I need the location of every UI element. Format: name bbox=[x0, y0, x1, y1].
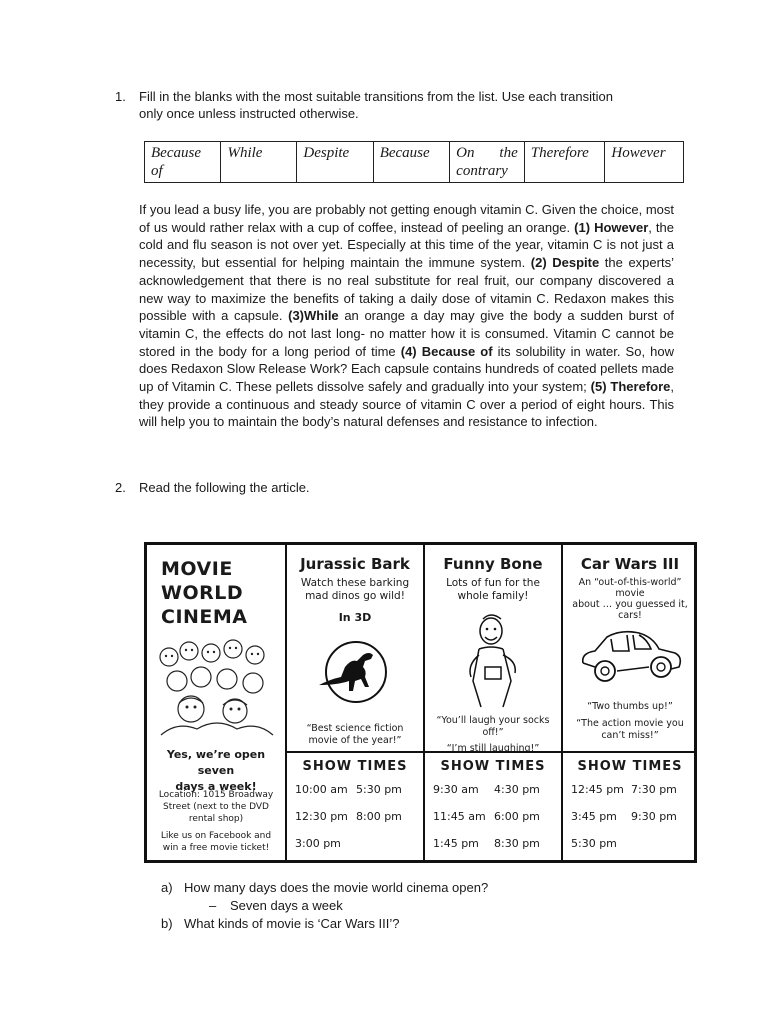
transition-cell: Despite bbox=[297, 142, 373, 183]
showtimes-divider bbox=[285, 751, 694, 753]
showtimes-heading: SHOW TIMES bbox=[302, 759, 408, 774]
sub-question-b-text: What kinds of movie is ‘Car Wars III’? bbox=[184, 916, 400, 931]
showtime-row: 5:30 pm bbox=[571, 837, 617, 850]
sub-question-a-text: How many days does the movie world cinema open? bbox=[184, 880, 489, 895]
movie-title: Car Wars III bbox=[580, 555, 680, 573]
question-1-instruction bbox=[139, 88, 669, 122]
transition-cell: On the contrary bbox=[450, 142, 525, 183]
showtime-row: 12:30 pm 8:00 pm bbox=[295, 810, 402, 823]
transition-cell: Because of bbox=[145, 142, 221, 183]
movie-format-badge: In 3D bbox=[338, 611, 372, 624]
answer-dash: – bbox=[209, 898, 217, 913]
movie-review-quote: “You’ll laugh your socks off!” “I’m still laughing!” bbox=[436, 715, 550, 754]
cinema-name: MOVIE WORLD CINEMA bbox=[161, 558, 248, 628]
dinosaur-icon bbox=[311, 641, 401, 703]
answer-3: (3)While bbox=[288, 308, 339, 324]
question-2-number: 2. bbox=[115, 480, 126, 495]
movie-review-quote: “Best science fiction movie of the year!” bbox=[306, 723, 404, 746]
transition-cell: However bbox=[605, 142, 684, 183]
movie-title: Jurassic Bark bbox=[300, 555, 410, 573]
answer-2: (2) Despite bbox=[530, 255, 600, 271]
showtime-row: 3:00 pm bbox=[295, 837, 341, 850]
facebook-promo-text: Like us on Facebook and win a free movie ticket! bbox=[160, 831, 272, 853]
showtime-row: 9:30 am 4:30 pm bbox=[433, 783, 540, 796]
transitions-table bbox=[144, 141, 684, 183]
movie-description: An “out-of-this-world” movie about … you guessed it, cars! bbox=[572, 577, 688, 621]
answer-4: (4) Because of bbox=[400, 343, 493, 359]
transition-cell: Because bbox=[373, 142, 449, 183]
question-1-number: 1. bbox=[115, 89, 126, 104]
movie-review-quote: “Two thumbs up!” “The action movie you can’t miss!” bbox=[576, 701, 684, 741]
showtime-row: 1:45 pm 8:30 pm bbox=[433, 837, 540, 850]
open-seven-days-text: Yes, we’re open seven days a week! bbox=[166, 748, 266, 793]
transition-cell: Therefore bbox=[524, 142, 605, 183]
vitamin-c-passage: If you lead a busy life, you are probably not getting enough vitamin C. Given the choice, most of us would rather relax with a cup of coffee, instead of peeling an orange. (1) However, the cold and flu season is not over yet. Especially at this time of the year, vitamin C is not just a necessity, but essential for helping maintain the immune system. (2) Despite the experts’ acknowledgement that there is no real substitute for real fruit, our company discovered a new way to maximize the benefits of taking a daily dose of vitamin C. Redaxon makes this possible with a capsule. (3)While an orange a day may give the body a sudden burst of vitamin C, the effects do not last long- no matter how it is consumed. Vitamin C cannot be stored in the body for a long period of time (4) Because of its solubility in water. So, how does Redaxon Slow Release Work? Each capsule contains hundreds of coated pellets made up of Vitamin C. These pellets dissolve safely and gradually into your system; (5) Therefore, they provide a continuous and steady source of vitamin C over a period of eight hours. This will help you to maintain the body’s natural defenses and resistance to infection. bbox=[139, 202, 675, 430]
question-1-line1: Fill in the blanks with the most suitable transitions from the list. Use each transition bbox=[139, 89, 613, 104]
sub-question-b-label: b) bbox=[161, 916, 173, 931]
showtimes-list bbox=[295, 783, 417, 864]
movie-description: Watch these barking mad dinos go wild! bbox=[300, 577, 410, 602]
question-1-line2: only once unless instructed otherwise. bbox=[139, 106, 359, 121]
movie-column-car-wars-iii bbox=[561, 545, 697, 860]
movie-poster bbox=[144, 542, 697, 863]
question-2-instruction: Read the following the article. bbox=[139, 480, 310, 495]
audience-illustration bbox=[157, 637, 275, 737]
showtime-row: 12:45 pm 7:30 pm bbox=[571, 783, 677, 796]
transition-cell: While bbox=[221, 142, 297, 183]
car-icon bbox=[577, 627, 685, 687]
sub-question-a-answer: Seven days a week bbox=[230, 898, 343, 913]
answer-1: (1) However bbox=[574, 219, 649, 235]
showtimes-heading: SHOW TIMES bbox=[440, 759, 546, 774]
location-text: Location: 1015 Broadway Street (next to the DVD rental shop) bbox=[158, 790, 274, 824]
movie-column-jurassic-bark bbox=[285, 545, 423, 860]
movie-title: Funny Bone bbox=[443, 555, 543, 573]
cinema-info-column bbox=[147, 545, 285, 860]
showtimes-list bbox=[571, 783, 691, 864]
laughing-man-icon bbox=[461, 611, 525, 711]
movie-description: Lots of fun for the whole family! bbox=[446, 577, 540, 602]
showtimes-list bbox=[433, 783, 555, 864]
showtime-row: 3:45 pm 9:30 pm bbox=[571, 810, 677, 823]
showtime-row: 10:00 am 5:30 pm bbox=[295, 783, 402, 796]
sub-question-a-label: a) bbox=[161, 880, 173, 895]
showtime-row: 11:45 am 6:00 pm bbox=[433, 810, 540, 823]
movie-column-funny-bone bbox=[423, 545, 561, 860]
answer-5: (5) Therefore bbox=[590, 379, 671, 395]
showtimes-heading: SHOW TIMES bbox=[577, 759, 683, 774]
